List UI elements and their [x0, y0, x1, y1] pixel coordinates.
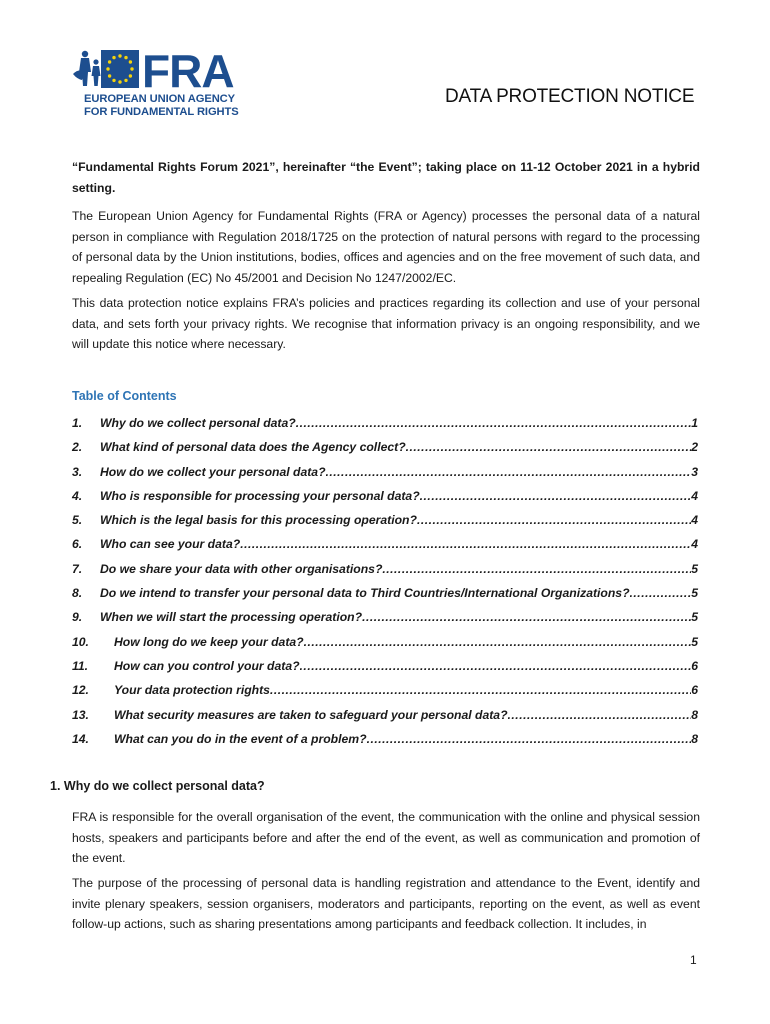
toc-entry-title: Who can see your data?: [100, 537, 241, 552]
toc-dot-leader: [630, 586, 692, 600]
toc-entry-title: Who is responsible for processing your personal data?: [100, 488, 420, 503]
logo-subtitle: [84, 93, 239, 119]
toc-entry-page: 4: [691, 537, 698, 552]
document-title: DATA PROTECTION NOTICE: [445, 86, 695, 107]
toc-entry-number: 3.: [72, 464, 83, 479]
toc-entry-number: 13.: [72, 707, 89, 722]
toc-entry-page: 4: [691, 488, 698, 503]
toc-entry-page: 5: [691, 634, 698, 649]
toc-entry-page: 5: [691, 586, 698, 601]
toc-entry-number: 12.: [72, 683, 89, 698]
toc-dot-leader: [240, 537, 691, 551]
toc-dot-leader: [508, 708, 692, 722]
toc-entry-page: 5: [691, 610, 698, 625]
toc-entry[interactable]: [72, 659, 698, 683]
toc-entry-title: How do we collect your personal data?: [100, 464, 326, 479]
toc-entry[interactable]: [72, 732, 698, 756]
toc-entry-number: 5.: [72, 513, 83, 528]
toc-entry-title: Do we intend to transfer your personal data to Third Countries/International Organizations?: [100, 586, 630, 601]
toc-entry-number: 7.: [72, 561, 83, 576]
fra-logo-mark: [70, 44, 260, 96]
toc-dot-leader: [296, 416, 692, 430]
toc-entry[interactable]: [72, 562, 698, 586]
toc-entry-page: 2: [691, 440, 698, 455]
toc-entry-page: 8: [691, 707, 698, 722]
toc-entry-title: Do we share your data with other organisations?: [100, 561, 383, 576]
toc-entry-title: Which is the legal basis for this processing operation?: [100, 513, 417, 528]
toc-entry[interactable]: [72, 610, 698, 634]
logo-subtitle-line-1: EUROPEAN UNION AGENCY: [84, 93, 236, 105]
toc-entry-page: 5: [691, 561, 698, 576]
toc-entry[interactable]: [72, 708, 698, 732]
toc-dot-leader: [417, 513, 691, 527]
toc-dot-leader: [362, 610, 691, 624]
page-number: 1: [690, 953, 697, 967]
event-statement: “Fundamental Rights Forum 2021”, hereinafter “the Event”; taking place on 11-12 October 2021 in a hybrid setting.: [72, 160, 700, 195]
toc-entry-page: 4: [691, 513, 698, 528]
toc-entry[interactable]: [72, 586, 698, 610]
toc-entry-page: 3: [691, 464, 698, 479]
toc-entry[interactable]: [72, 513, 698, 537]
fra-logo: [70, 44, 260, 124]
intro-paragraph-1: The European Union Agency for Fundamental Rights (FRA or Agency) processes the personal data of a natural person in compliance with Regulation 2018/1725 on the protection of natural persons with regard to the processing of personal data by the Union institutions, bodies, offices and agencies and on the free movement of such data, and repealing Regulation (EC) No 45/2001 and Decision No 1247/2002/EC.: [72, 209, 700, 285]
toc-entry-title: Why do we collect personal data?: [100, 416, 296, 430]
toc-dot-leader: [406, 440, 692, 454]
toc-entry-page: 1: [691, 416, 698, 430]
toc-entry[interactable]: [72, 416, 698, 440]
toc-heading: Table of Contents: [72, 389, 177, 403]
toc-dot-leader: [304, 635, 692, 649]
logo-subtitle-line-2: FOR FUNDAMENTAL RIGHTS: [84, 106, 239, 118]
toc-dot-leader: [270, 683, 691, 697]
toc-entry[interactable]: [72, 537, 698, 561]
toc-entry-number: 2.: [72, 440, 83, 455]
toc-entry-number: 4.: [72, 488, 83, 503]
toc-entry-page: 6: [691, 683, 698, 698]
toc-entry-page: 6: [691, 658, 698, 673]
toc-dot-leader: [300, 659, 692, 673]
toc-entry-title: How long do we keep your data?: [114, 634, 304, 649]
toc-entry[interactable]: [72, 465, 698, 489]
people-silhouette-icon: [73, 51, 101, 86]
toc-entry[interactable]: [72, 683, 698, 707]
toc-entry-title: How can you control your data?: [114, 658, 300, 673]
section-1-paragraph-2: The purpose of the processing of personal data is handling registration and attendance to the Event, identify and invite plenary speakers, session organisers, moderators and participants, reporting on the event, as well as event follow-up actions, such as sharing presentations among participants and feedback collection. It includes, in: [72, 876, 700, 931]
logo-wordmark: FRA: [142, 45, 234, 96]
toc-entry-number: 1.: [72, 416, 83, 430]
toc-entry-number: 11.: [72, 658, 89, 673]
toc-entry[interactable]: [72, 635, 698, 659]
toc-entry[interactable]: [72, 489, 698, 513]
intro-paragraph-2: This data protection notice explains FRA’s policies and practices regarding its collection and use of your personal data, and sets forth your privacy rights. We recognise that information privacy is an ongoing responsibility, and we will update this notice where necessary.: [72, 296, 700, 351]
table-of-contents: [72, 416, 698, 756]
section-1-heading: 1. Why do we collect personal data?: [50, 779, 265, 793]
toc-dot-leader: [326, 465, 692, 479]
toc-entry-number: 8.: [72, 586, 83, 601]
toc-dot-leader: [382, 562, 691, 576]
toc-entry-title: What can you do in the event of a problem?: [114, 731, 367, 746]
toc-entry-title: Your data protection rights: [114, 683, 270, 698]
toc-dot-leader: [420, 489, 692, 503]
toc-entry[interactable]: [72, 440, 698, 464]
toc-entry-number: 10.: [72, 634, 89, 649]
toc-entry-title: When we will start the processing operation?: [100, 610, 363, 625]
toc-entry-page: 8: [691, 731, 698, 746]
toc-entry-number: 14.: [72, 731, 89, 746]
toc-entry-number: 9.: [72, 610, 83, 625]
toc-entry-number: 6.: [72, 537, 83, 552]
section-1-paragraph-1: FRA is responsible for the overall organisation of the event, the communication with the online and physical session hosts, speakers and participants before and after the end of the event, as well as communication and promotion of the event.: [72, 810, 700, 865]
toc-entry-title: What security measures are taken to safeguard your personal data?: [114, 707, 508, 722]
toc-dot-leader: [367, 732, 692, 746]
toc-entry-title: What kind of personal data does the Agency collect?: [100, 440, 406, 455]
